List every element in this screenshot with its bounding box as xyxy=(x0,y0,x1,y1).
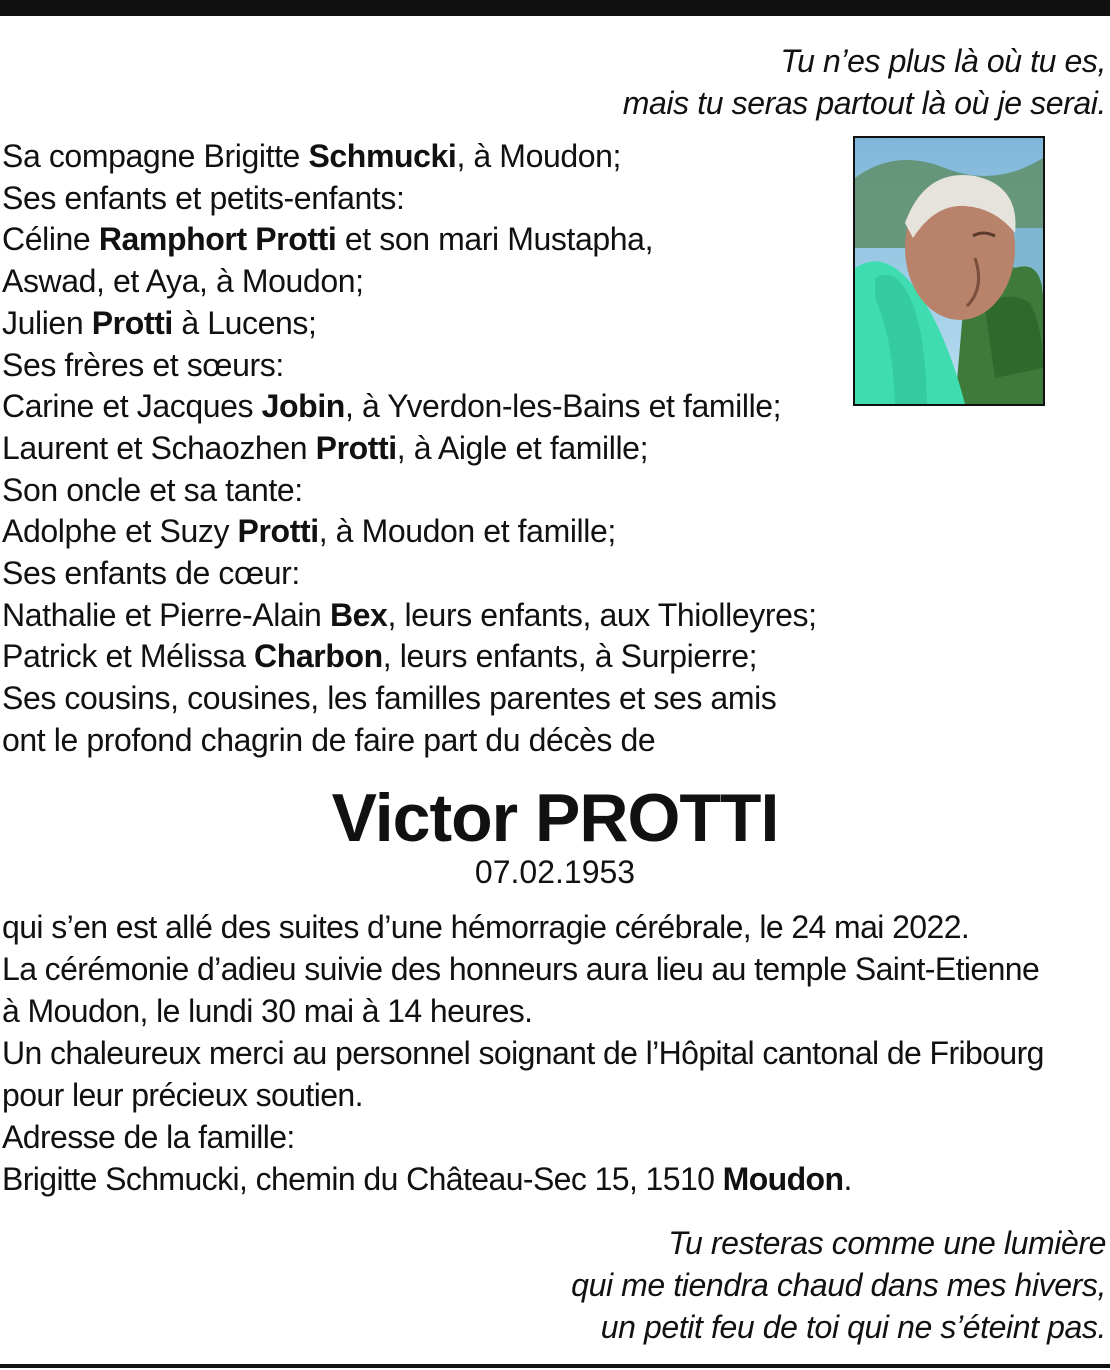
family-address: Brigitte Schmucki, chemin du Château-Sec 15, 1510 Moudon. xyxy=(2,1161,852,1197)
opening-quote xyxy=(623,40,1106,124)
family-line: Sa compagne Brigitte Schmucki, à Moudon; xyxy=(2,138,622,174)
portrait-illustration xyxy=(855,138,1043,404)
opening-quote-line-1: Tu n’es plus là où tu es, xyxy=(780,43,1106,79)
family-line: Ses cousins, cousines, les familles parentes et ses amis xyxy=(2,680,777,717)
announcement-line: Adresse de la famille: xyxy=(2,1119,295,1155)
family-line: Carine et Jacques Jobin, à Yverdon-les-Bains et famille; xyxy=(2,388,782,425)
family-line: Céline Ramphort Protti et son mari Mustapha, xyxy=(2,221,654,258)
opening-quote-line-2: mais tu seras partout là où je serai. xyxy=(622,85,1106,121)
family-list xyxy=(2,136,882,762)
family-line: Laurent et Schaozhen Protti, à Aigle et famille; xyxy=(2,429,649,466)
bottom-rule xyxy=(0,1364,1110,1368)
family-line: Ses enfants de cœur: xyxy=(2,555,300,592)
closing-quote-line-2: qui me tiendra chaud dans mes hivers, xyxy=(571,1267,1106,1303)
family-line: Patrick et Mélissa Charbon, leurs enfants, à Surpierre; xyxy=(2,638,758,675)
closing-quote xyxy=(571,1222,1106,1348)
portrait-photo xyxy=(853,136,1045,406)
family-line: Ses frères et sœurs: xyxy=(2,346,284,383)
closing-quote-line-1: Tu resteras comme une lumière xyxy=(668,1225,1106,1261)
announcement-line: La cérémonie d’adieu suivie des honneurs aura lieu au temple Saint-Etienne xyxy=(2,951,1040,987)
top-rule xyxy=(0,0,1110,16)
closing-quote-line-3: un petit feu de toi qui ne s’éteint pas. xyxy=(600,1309,1106,1345)
birth-date: 07.02.1953 xyxy=(474,854,636,890)
family-line: Adolphe et Suzy Protti, à Moudon et famille; xyxy=(2,513,616,550)
announcement-line: qui s’en est allé des suites d’une hémorragie cérébrale, le 24 mai 2022. xyxy=(2,909,970,945)
family-line: Ses enfants et petits-enfants: xyxy=(2,179,405,216)
family-line: Nathalie et Pierre-Alain Bex, leurs enfants, aux Thiolleyres; xyxy=(2,596,817,633)
family-line: Aswad, et Aya, à Moudon; xyxy=(2,263,364,300)
announcement-line: Un chaleureux merci au personnel soignant de l’Hôpital cantonal de Fribourg xyxy=(2,1035,1044,1071)
family-line: Son oncle et sa tante: xyxy=(2,471,303,508)
family-line: Julien Protti à Lucens; xyxy=(2,304,317,341)
announcement-line: pour leur précieux soutien. xyxy=(2,1077,363,1113)
family-line: ont le profond chagrin de faire part du décès de xyxy=(2,721,656,758)
announcement-line: à Moudon, le lundi 30 mai à 14 heures. xyxy=(2,993,533,1029)
announcement-text xyxy=(2,906,1110,1200)
deceased-name: Victor PROTTI xyxy=(331,780,779,856)
